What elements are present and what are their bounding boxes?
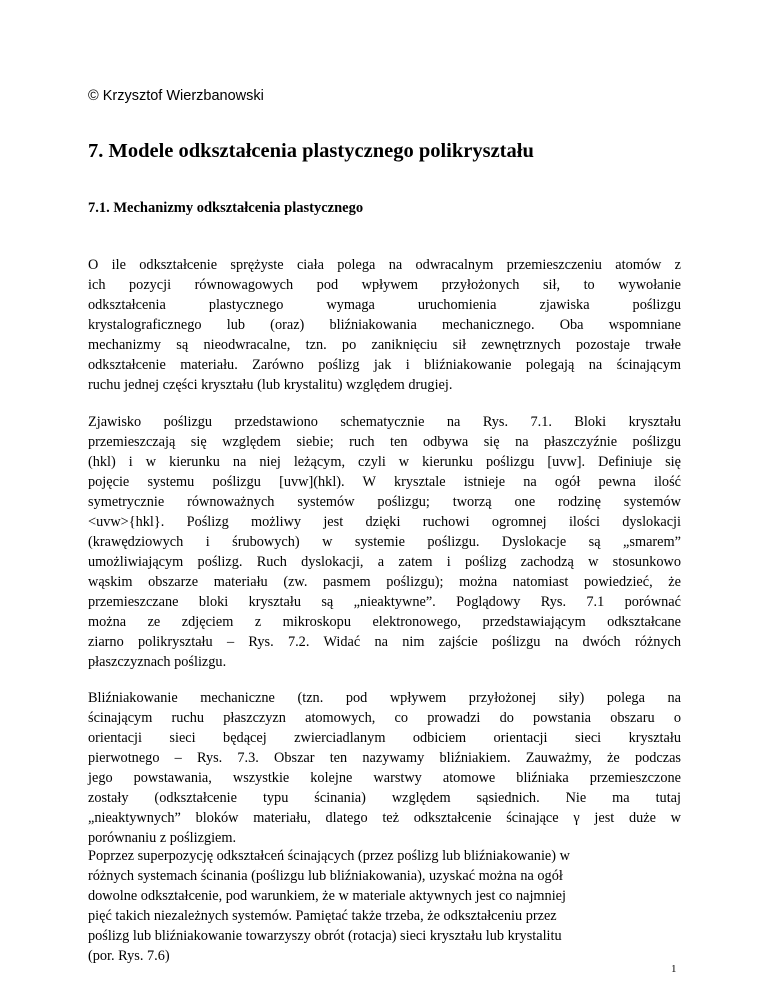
- paragraph-line: symetrycznie równoważnych systemów poślizgu; tworzą one rodzinę systemów: [88, 494, 681, 510]
- paragraph-line: mechanizmy są nieodwracalne, tzn. po zaniknięciu sił zewnętrznych pozostaje trwałe: [88, 337, 681, 353]
- copyright-notice: © Krzysztof Wierzbanowski: [88, 88, 264, 104]
- paragraph-line: orientacji sieci będącej zwierciadlanym odbiciem orientacji sieci kryształu: [88, 730, 681, 746]
- paragraph-line: wąskim obszarze materiału (zw. pasmem poślizgu); można natomiast powiedzieć, że: [88, 574, 681, 590]
- paragraph-line: różnych systemach ścinania (poślizgu lub bliźniakowania), uzyskać można na ogół: [88, 868, 563, 884]
- paragraph-line: Poprzez superpozycję odkształceń ścinających (przez poślizg lub bliźniakowanie) w: [88, 848, 570, 864]
- paragraph-line: „nieaktywnych” bloków materiału, dlatego też odkształcenie ścinające γ jest duże w: [88, 810, 681, 826]
- paragraph-line: można ze zdjęciem z mikroskopu elektronowego, przedstawiającym odkształcane: [88, 614, 681, 630]
- paragraph-line: (krawędziowych i śrubowych) w systemie poślizgu. Dyslokacje są „smarem”: [88, 534, 681, 550]
- paragraph-line: ścinającym ruchu płaszczyzn atomowych, co prowadzi do powstania obszaru o: [88, 710, 681, 726]
- paragraph-line: Zjawisko poślizgu przedstawiono schematycznie na Rys. 7.1. Bloki kryształu: [88, 414, 681, 430]
- paragraph-line: odkształcenia plastycznego wymaga uruchomienia zjawiska poślizgu: [88, 297, 681, 313]
- paragraph-line: przemieszczają się względem siebie; ruch ten odbywa się na płaszczyźnie poślizgu: [88, 434, 681, 450]
- paragraph-line: pojęcie systemu poślizgu [uvw](hkl). W krysztale istnieje na ogół pewna ilość: [88, 474, 681, 490]
- paragraph-line: dowolne odkształcenie, pod warunkiem, że w materiale aktywnych jest co najmniej: [88, 888, 566, 904]
- chapter-title: 7. Modele odkształcenia plastycznego polikryształu: [88, 140, 534, 162]
- paragraph-line: jego powstawania, wszystkie kolejne warstwy atomowe bliźniaka przemieszczone: [88, 770, 681, 786]
- paragraph-line: (hkl) i w kierunku na niej leżącym, czyli w kierunku poślizgu [uvw]. Definiuje się: [88, 454, 681, 470]
- paragraph-line: pięć takich niezależnych systemów. Pamiętać także trzeba, że odkształceniu przez: [88, 908, 557, 924]
- paragraph-4: [88, 846, 681, 966]
- paragraph-line: pierwotnego – Rys. 7.3. Obszar ten nazywamy bliźniakiem. Zauważmy, że podczas: [88, 750, 681, 766]
- paragraph-line: poślizg lub bliźniakowanie towarzyszy obrót (rotacja) sieci kryształu lub krystalitu: [88, 928, 562, 944]
- paragraph-line: O ile odkształcenie sprężyste ciała polega na odwracalnym przemieszczeniu atomów z: [88, 257, 681, 273]
- paragraph-line: ziarno polikryształu – Rys. 7.2. Widać na nim zajście poślizgu na dwóch różnych: [88, 634, 681, 650]
- paragraph-line: krystalograficznego lub (oraz) bliźniakowania mechanicznego. Oba wspomniane: [88, 317, 681, 333]
- paragraph-line: ich pozycji równowagowych pod wpływem przyłożonych sił, to wywołanie: [88, 277, 681, 293]
- paragraph-line: porównaniu z poślizgiem.: [88, 830, 237, 846]
- paragraph-line: (por. Rys. 7.6): [88, 948, 170, 964]
- section-title: 7.1. Mechanizmy odkształcenia plastycznego: [88, 200, 364, 216]
- paragraph-1: [88, 255, 681, 395]
- paragraph-line: zostały (odkształcenie typu ścinania) względem sąsiednich. Nie ma tutaj: [88, 790, 681, 806]
- paragraph-line: przemieszczane bloki kryształu są „nieaktywne”. Poglądowy Rys. 7.1 porównać: [88, 594, 681, 610]
- paragraph-line: odkształcenie materiału. Zarówno poślizg jak i bliźniakowanie polegają na ścinającym: [88, 357, 681, 373]
- paragraph-line: Bliźniakowanie mechaniczne (tzn. pod wpływem przyłożonej siły) polega na: [88, 690, 681, 706]
- paragraph-line: ruchu jednej części kryształu (lub krystalitu) względem drugiej.: [88, 377, 453, 393]
- paragraph-line: <uvw>{hkl}. Poślizg możliwy jest dzięki ruchowi ogromnej ilości dyslokacji: [88, 514, 681, 530]
- paragraph-line: umożliwiającym poślizg. Ruch dyslokacji, a zatem i poślizg zachodzą w stosunkowo: [88, 554, 681, 570]
- page-number: 1: [671, 963, 677, 975]
- paragraph-line: płaszczyznach poślizgu.: [88, 654, 227, 670]
- paragraph-3: [88, 688, 681, 848]
- paragraph-2: [88, 412, 681, 672]
